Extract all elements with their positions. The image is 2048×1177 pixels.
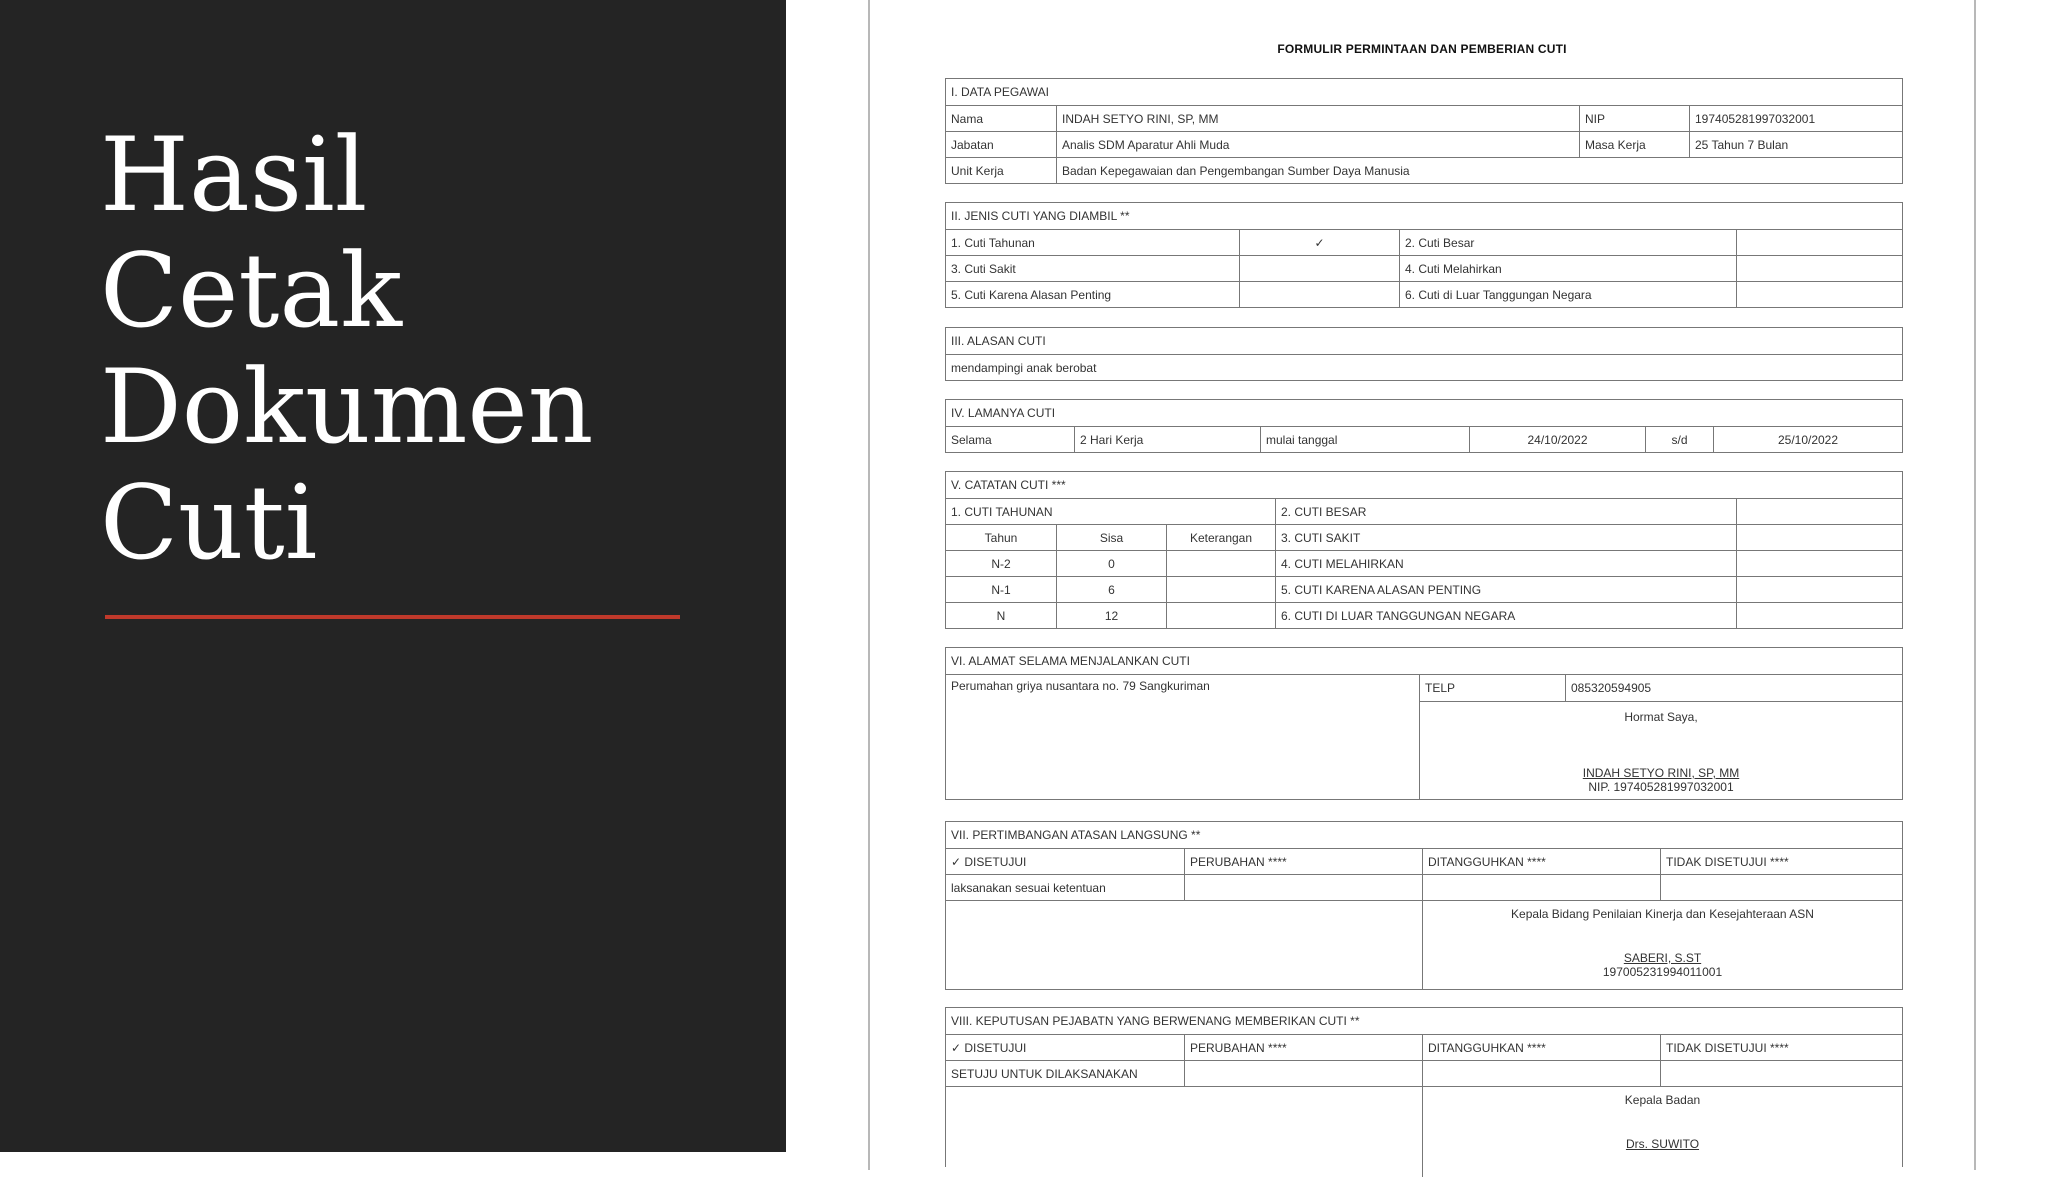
- option-changed: PERUBAHAN ****: [1184, 849, 1422, 874]
- value: 25 Tahun 7 Bulan: [1689, 132, 1902, 157]
- closing: Hormat Saya,: [1624, 710, 1698, 724]
- label: 2. CUTI BESAR: [1275, 499, 1736, 524]
- section-catatan-cuti: [945, 471, 1903, 629]
- tahun: N: [996, 608, 1006, 623]
- option-rejected: TIDAK DISETUJUI ****: [1660, 849, 1902, 874]
- option-approved: ✓ DISETUJUI: [951, 854, 1027, 869]
- signer-name: INDAH SETYO RINI, SP, MM: [1582, 766, 1740, 780]
- section-header: II. JENIS CUTI YANG DIAMBIL **: [951, 209, 1130, 223]
- section-lamanya-cuti: [945, 399, 1903, 453]
- title-line-2: Cetak: [100, 232, 403, 351]
- check-mark: ✓: [1239, 230, 1399, 255]
- option-postponed: DITANGGUHKAN ****: [1422, 849, 1660, 874]
- check-cell: [1239, 282, 1399, 307]
- empty-cell: [1422, 875, 1660, 900]
- end-date: 25/10/2022: [1713, 427, 1902, 452]
- blank-area: [946, 1087, 1422, 1177]
- leave-type: 2. Cuti Besar: [1399, 230, 1736, 255]
- note-cell: [1736, 603, 1902, 628]
- tahun: N-2: [991, 556, 1011, 571]
- label: Unit Kerja: [951, 163, 1004, 178]
- signature-block: [1419, 675, 1902, 799]
- section-data-pegawai: [945, 78, 1903, 184]
- approval-note: SETUJU UNTUK DILAKSANAKAN: [951, 1066, 1138, 1081]
- label: 5. CUTI KARENA ALASAN PENTING: [1275, 577, 1736, 602]
- note-cell: [1736, 499, 1902, 524]
- leave-type: 4. Cuti Melahirkan: [1399, 256, 1736, 281]
- option-changed: PERUBAHAN ****: [1184, 1035, 1422, 1060]
- section-pertimbangan-atasan: [945, 821, 1903, 990]
- slide-title: [100, 118, 593, 582]
- empty-cell: [1660, 875, 1902, 900]
- supervisor-name: SABERI, S.ST: [1623, 951, 1702, 965]
- signer-nip: NIP. 197405281997032001: [1588, 780, 1734, 794]
- empty-cell: [1184, 1061, 1422, 1086]
- option-rejected: TIDAK DISETUJUI ****: [1660, 1035, 1902, 1060]
- check-cell: [1736, 282, 1902, 307]
- label: Masa Kerja: [1579, 132, 1689, 157]
- title-panel: [0, 0, 786, 1152]
- address-text: Perumahan griya nusantara no. 79 Sangkuriman: [951, 679, 1210, 693]
- sisa: 12: [1056, 603, 1166, 628]
- sisa: 0: [1056, 551, 1166, 576]
- title-underline: [105, 615, 680, 619]
- section-header: VI. ALAMAT SELAMA MENJALANKAN CUTI: [951, 654, 1190, 668]
- official-signature: [1422, 1087, 1902, 1177]
- section-header: VIII. KEPUTUSAN PEJABATN YANG BERWENANG MEMBERIKAN CUTI **: [951, 1014, 1360, 1028]
- section-header: IV. LAMANYA CUTI: [951, 406, 1056, 420]
- section-header: V. CATATAN CUTI ***: [951, 478, 1066, 492]
- leave-form-document: [868, 0, 1976, 1170]
- section-header: I. DATA PEGAWAI: [951, 85, 1050, 99]
- supervisor-nip: 197005231994011001: [1602, 965, 1723, 979]
- sisa: 6: [1056, 577, 1166, 602]
- label: TELP: [1425, 681, 1456, 695]
- label: Nama: [951, 111, 984, 126]
- reason-text: mendampingi anak berobat: [951, 360, 1097, 375]
- section-alamat: [945, 647, 1903, 800]
- col-header: Keterangan: [1166, 525, 1275, 550]
- keterangan: [1166, 551, 1275, 576]
- label: 6. CUTI DI LUAR TANGGUNGAN NEGARA: [1275, 603, 1736, 628]
- col-header: Sisa: [1056, 525, 1166, 550]
- leave-type: 1. Cuti Tahunan: [951, 235, 1035, 250]
- section-alasan-cuti: [945, 327, 1903, 381]
- form-title: FORMULIR PERMINTAAN DAN PEMBERIAN CUTI: [1277, 42, 1567, 56]
- official-name: Drs. SUWITO: [1625, 1137, 1700, 1151]
- label: NIP: [1579, 106, 1689, 131]
- tahun: N-1: [991, 582, 1011, 597]
- section-header: VII. PERTIMBANGAN ATASAN LANGSUNG **: [951, 828, 1201, 842]
- note-cell: [1736, 525, 1902, 550]
- leave-type: 6. Cuti di Luar Tanggungan Negara: [1399, 282, 1736, 307]
- leave-type: 3. Cuti Sakit: [951, 261, 1016, 276]
- keterangan: [1166, 577, 1275, 602]
- label: 3. CUTI SAKIT: [1275, 525, 1736, 550]
- label: Jabatan: [951, 137, 994, 152]
- label: Selama: [951, 432, 992, 447]
- official-title: Kepala Badan: [1624, 1093, 1701, 1107]
- label: 1. CUTI TAHUNAN: [951, 504, 1053, 519]
- value: Badan Kepegawaian dan Pengembangan Sumber Daya Manusia: [1056, 158, 1902, 183]
- note-cell: [1736, 551, 1902, 576]
- section-header: III. ALASAN CUTI: [951, 334, 1046, 348]
- section-keputusan-pejabat: [945, 1007, 1903, 1167]
- approval-note: laksanakan sesuai ketentuan: [951, 880, 1106, 895]
- label: mulai tanggal: [1260, 427, 1469, 452]
- value: INDAH SETYO RINI, SP, MM: [1056, 106, 1579, 131]
- col-header: Tahun: [984, 530, 1018, 545]
- title-line-3: Dokumen: [100, 348, 594, 467]
- leave-type: 5. Cuti Karena Alasan Penting: [951, 287, 1112, 302]
- supervisor-title: Kepala Bidang Penilaian Kinerja dan Kesejahteraan ASN: [1511, 907, 1814, 921]
- phone: 085320594905: [1565, 675, 1902, 701]
- empty-cell: [1660, 1061, 1902, 1086]
- blank-area: [946, 901, 1422, 989]
- empty-cell: [1422, 1061, 1660, 1086]
- value: 2 Hari Kerja: [1074, 427, 1260, 452]
- start-date: 24/10/2022: [1469, 427, 1645, 452]
- label: s/d: [1645, 427, 1713, 452]
- value: 197405281997032001: [1689, 106, 1902, 131]
- check-cell: [1239, 256, 1399, 281]
- title-line-4: Cuti: [100, 464, 318, 583]
- title-line-1: Hasil: [100, 116, 368, 235]
- option-postponed: DITANGGUHKAN ****: [1422, 1035, 1660, 1060]
- value: Analis SDM Aparatur Ahli Muda: [1056, 132, 1579, 157]
- supervisor-signature: [1422, 901, 1902, 989]
- note-cell: [1736, 577, 1902, 602]
- empty-cell: [1184, 875, 1422, 900]
- label: 4. CUTI MELAHIRKAN: [1275, 551, 1736, 576]
- option-approved: ✓ DISETUJUI: [951, 1040, 1027, 1055]
- section-jenis-cuti: [945, 202, 1903, 308]
- check-cell: [1736, 230, 1902, 255]
- check-cell: [1736, 256, 1902, 281]
- keterangan: [1166, 603, 1275, 628]
